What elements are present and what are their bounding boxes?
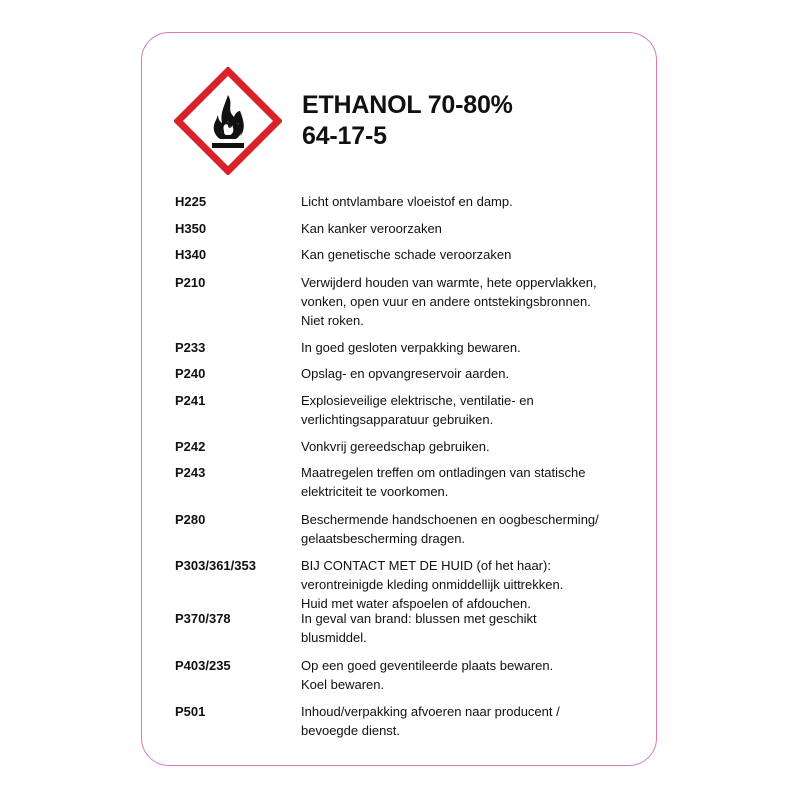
statement-line: bevoegde dienst. [301,723,401,738]
statement-code: H350 [175,221,207,236]
statement-line: verlichtingsapparatuur gebruiken. [301,412,494,427]
statement-text [301,702,631,740]
statement-text [301,273,631,330]
statement-line: Kan kanker veroorzaken [301,221,442,236]
statement-line: Verwijderd houden van warmte, hete oppervlakken, [301,275,597,290]
statement-code: P370/378 [175,611,231,626]
statement-code: P241 [175,393,206,408]
cas-number: 64-17-5 [302,122,387,150]
statement-line: Licht ontvlambare vloeistof en damp. [301,194,513,209]
statement-code: H225 [175,194,207,209]
statement-line: Koel bewaren. [301,677,385,692]
statement-code: P243 [175,465,206,480]
statement-text [301,556,631,613]
statement-code: P242 [175,439,206,454]
statement-text [301,391,631,429]
statement-text [301,338,631,357]
statement-line: Opslag- en opvangreservoir aarden. [301,366,510,381]
statement-text [301,245,631,264]
statement-line: Niet roken. [301,313,364,328]
statement-line: BIJ CONTACT MET DE HUID (of het haar): [301,558,551,573]
flame-pictogram-icon [174,67,282,175]
statement-line: verontreinigde kleding onmiddellijk uittrekken. [301,577,564,592]
statement-line: vonken, open vuur en andere ontstekingsbronnen. [301,294,591,309]
statement-code: P403/235 [175,658,231,673]
statement-line: Kan genetische schade veroorzaken [301,247,512,262]
statement-text [301,510,631,548]
statement-code: P280 [175,512,206,527]
statement-line: elektriciteit te voorkomen. [301,484,449,499]
statement-line: Beschermende handschoenen en oogbescherming/ [301,512,599,527]
statement-text [301,463,631,501]
statement-text [301,192,631,211]
statement-line: gelaatsbescherming dragen. [301,531,466,546]
statement-code: P303/361/353 [175,558,256,573]
statement-line: In geval van brand: blussen met geschikt [301,611,537,626]
statement-code: P501 [175,704,206,719]
statement-line: Op een goed geventileerde plaats bewaren. [301,658,554,673]
statement-line: Explosieveilige elektrische, ventilatie- en [301,393,534,408]
statement-code: P210 [175,275,206,290]
statement-line: Vonkvrij gereedschap gebruiken. [301,439,490,454]
statement-line: blusmiddel. [301,630,367,645]
statement-line: Huid met water afspoelen of afdouchen. [301,596,531,611]
statement-code: H340 [175,247,207,262]
statement-code: P240 [175,366,206,381]
statement-text [301,656,631,694]
statement-text [301,219,631,238]
statement-text [301,437,631,456]
statement-line: Maatregelen treffen om ontladingen van statische [301,465,586,480]
product-name: ETHANOL 70-80% [302,91,513,119]
statement-line: In goed gesloten verpakking bewaren. [301,340,521,355]
statement-line: Inhoud/verpakking afvoeren naar producent / [301,704,560,719]
product-title [302,90,513,152]
statement-text [301,609,631,647]
statement-text [301,364,631,383]
statement-code: P233 [175,340,206,355]
